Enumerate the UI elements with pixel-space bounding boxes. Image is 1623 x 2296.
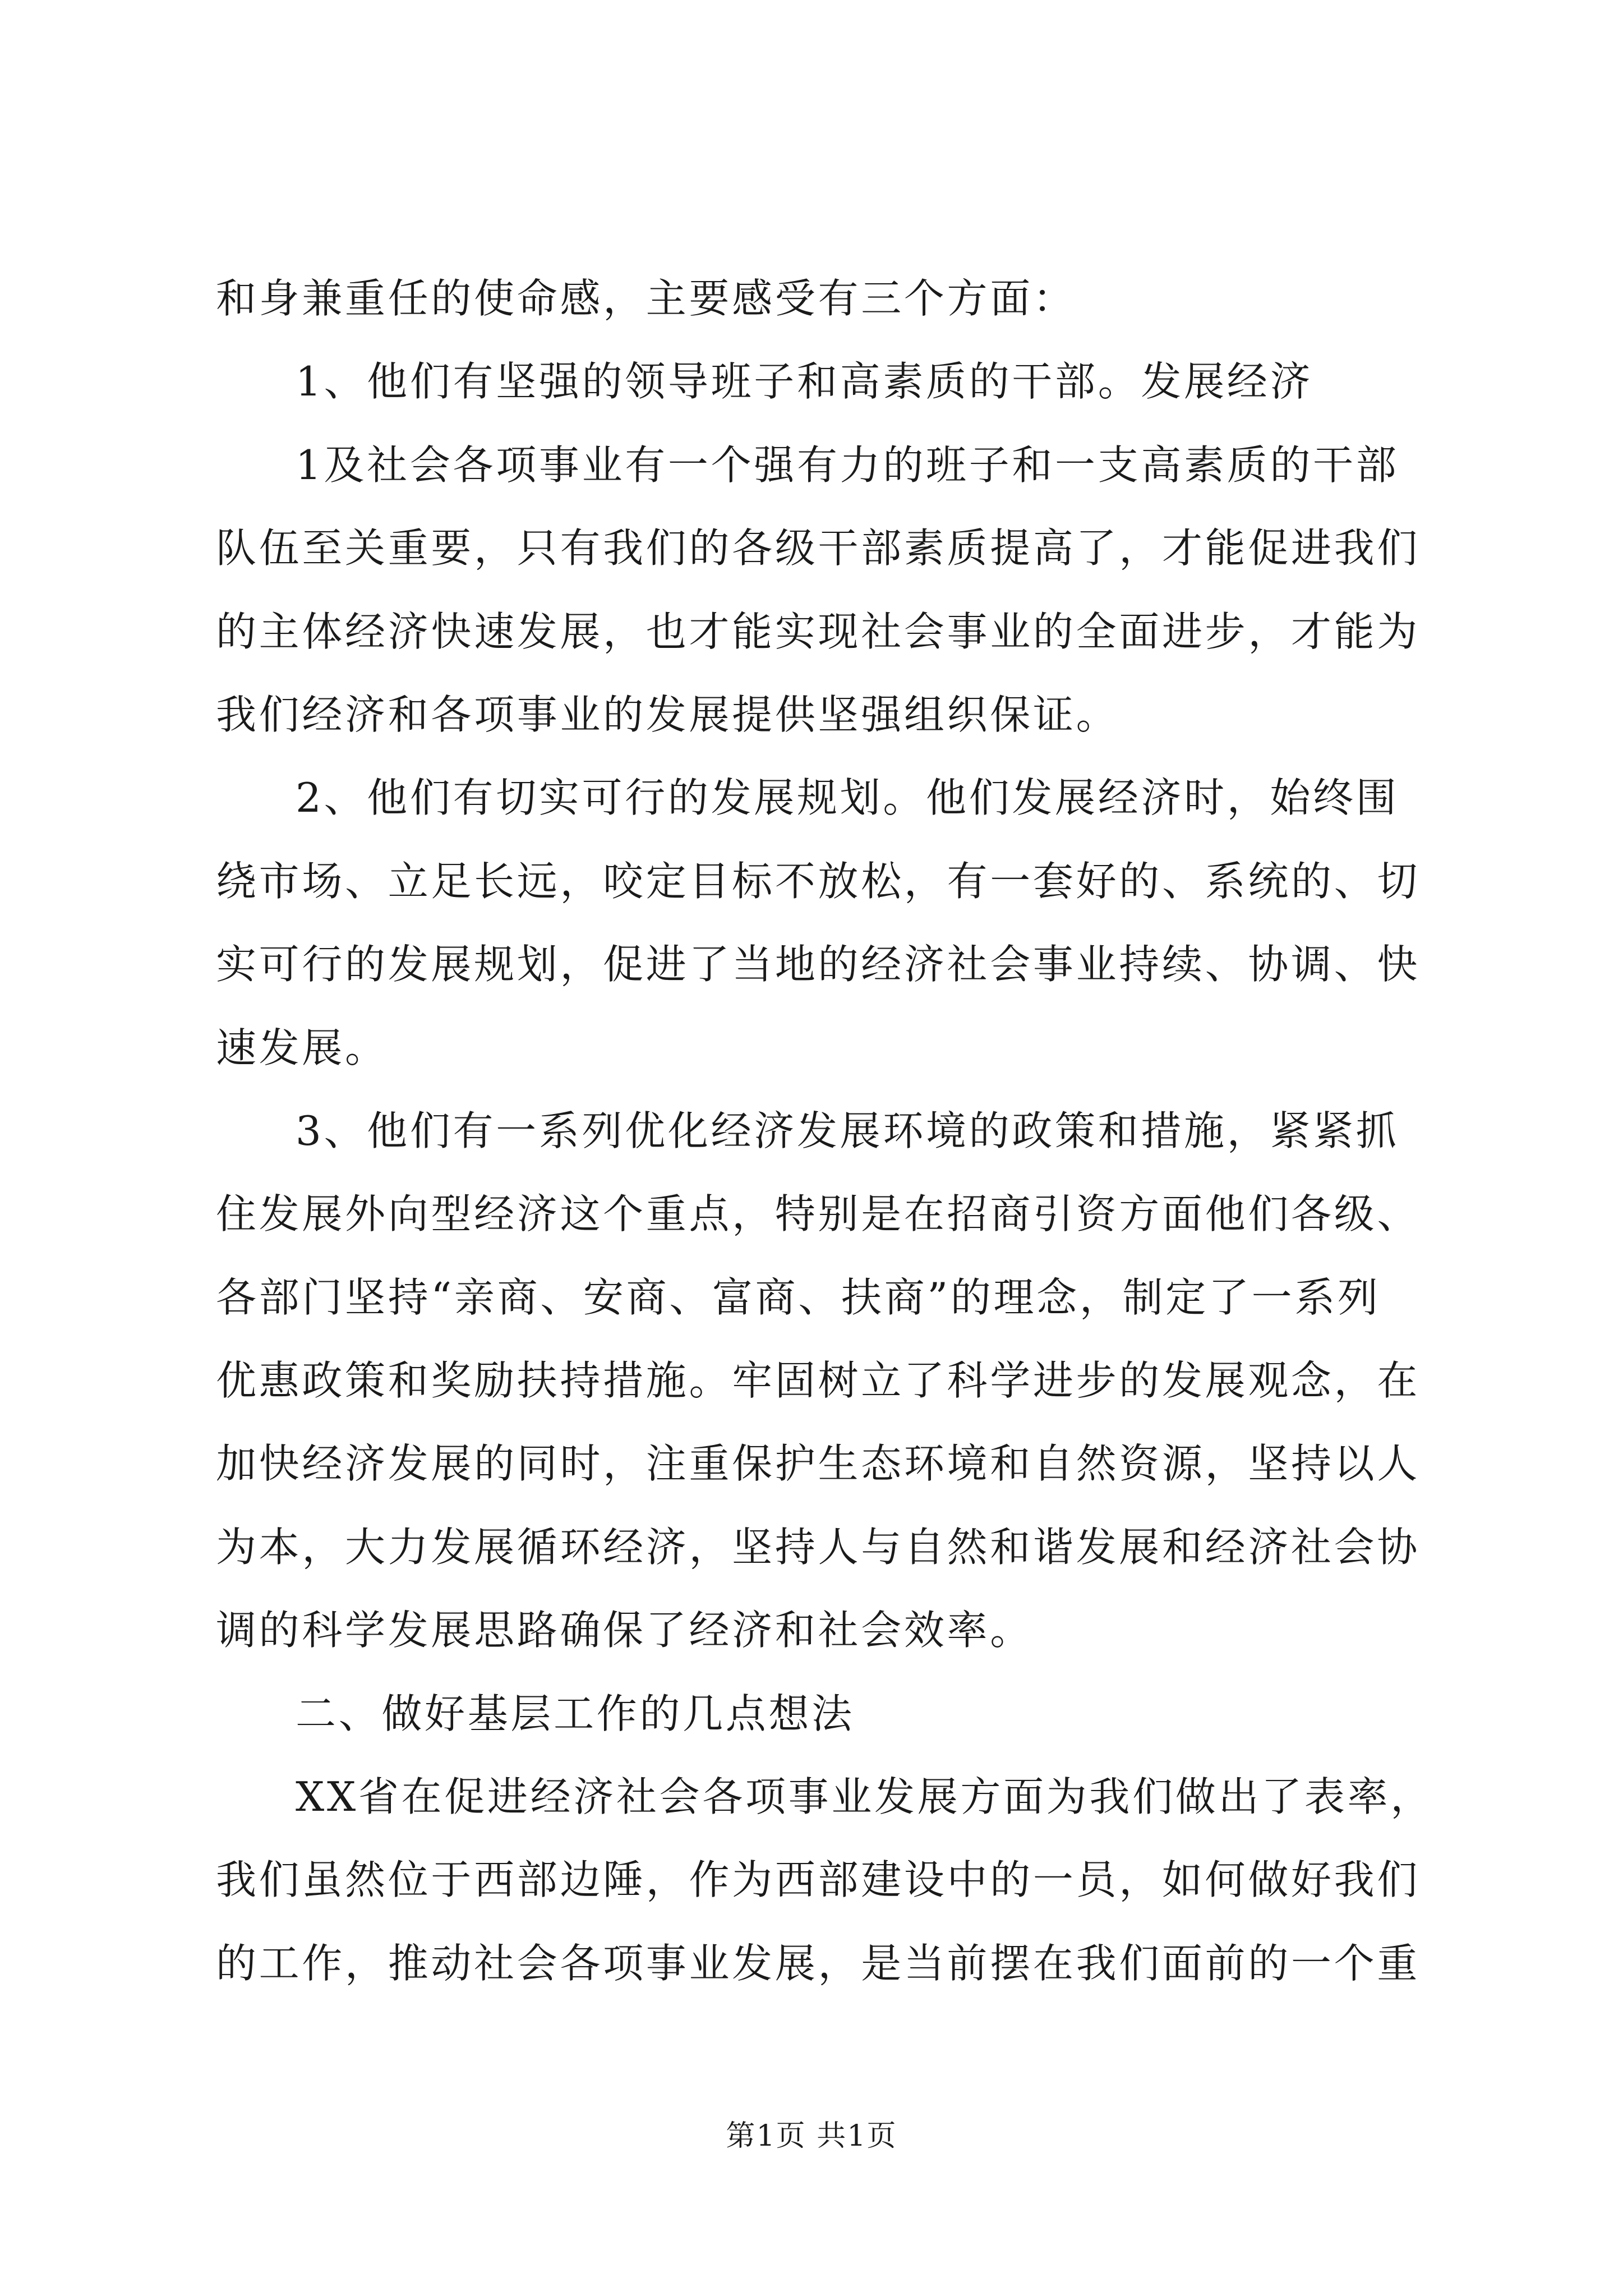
text-line: 1、他们有坚强的领导班子和高素质的干部。发展经济 bbox=[296, 358, 1313, 406]
text-line: 的主体经济快速发展，也才能实现社会事业的全面进步，才能为 bbox=[216, 608, 1421, 655]
text-line: 3、他们有一系列优化经济发展环境的政策和措施，紧紧抓 bbox=[296, 1107, 1399, 1154]
text-line: 速发展。 bbox=[216, 1024, 388, 1071]
text-line: 优惠政策和奖励扶持措施。牢固树立了科学进步的发展观念，在 bbox=[216, 1357, 1421, 1405]
text-line: 绕市场、立足长远，咬定目标不放松，有一套好的、系统的、切 bbox=[216, 857, 1421, 905]
text-line: 2、他们有切实可行的发展规划。他们发展经济时，始终围 bbox=[296, 774, 1399, 822]
text-line: 1及社会各项事业有一个强有力的班子和一支高素质的干部 bbox=[296, 441, 1399, 489]
text-line: XX省在促进经济社会各项事业发展方面为我们做出了表率， bbox=[296, 1773, 1433, 1821]
text-line: 实可行的发展规划，促进了当地的经济社会事业持续、协调、快 bbox=[216, 941, 1421, 988]
section-heading: 二、做好基层工作的几点想法 bbox=[296, 1690, 855, 1737]
text-line: 加快经济发展的同时，注重保护生态环境和自然资源，坚持以人 bbox=[216, 1440, 1421, 1488]
text-line: 我们经济和各项事业的发展提供坚强组织保证。 bbox=[216, 691, 1119, 738]
text-line: 为本，大力发展循环经济，坚持人与自然和谐发展和经济社会协 bbox=[216, 1523, 1421, 1571]
text-line: 和身兼重任的使命感，主要感受有三个方面： bbox=[216, 275, 1076, 322]
page-footer: 第1页 共1页 bbox=[726, 2119, 897, 2153]
body-text bbox=[216, 257, 1438, 2005]
text-line: 各部门坚持“亲商、安商、富商、扶商”的理念，制定了一系列 bbox=[216, 1273, 1381, 1321]
text-line: 住发展外向型经济这个重点，特别是在招商引资方面他们各级、 bbox=[216, 1190, 1421, 1238]
text-line: 队伍至关重要，只有我们的各级干部素质提高了，才能促进我们 bbox=[216, 524, 1421, 572]
text-line: 调的科学发展思路确保了经济和社会效率。 bbox=[216, 1607, 1033, 1654]
text-line: 的工作，推动社会各项事业发展，是当前摆在我们面前的一个重 bbox=[216, 1939, 1421, 1987]
text-line: 我们虽然位于西部边陲，作为西部建设中的一员，如何做好我们 bbox=[216, 1856, 1421, 1904]
